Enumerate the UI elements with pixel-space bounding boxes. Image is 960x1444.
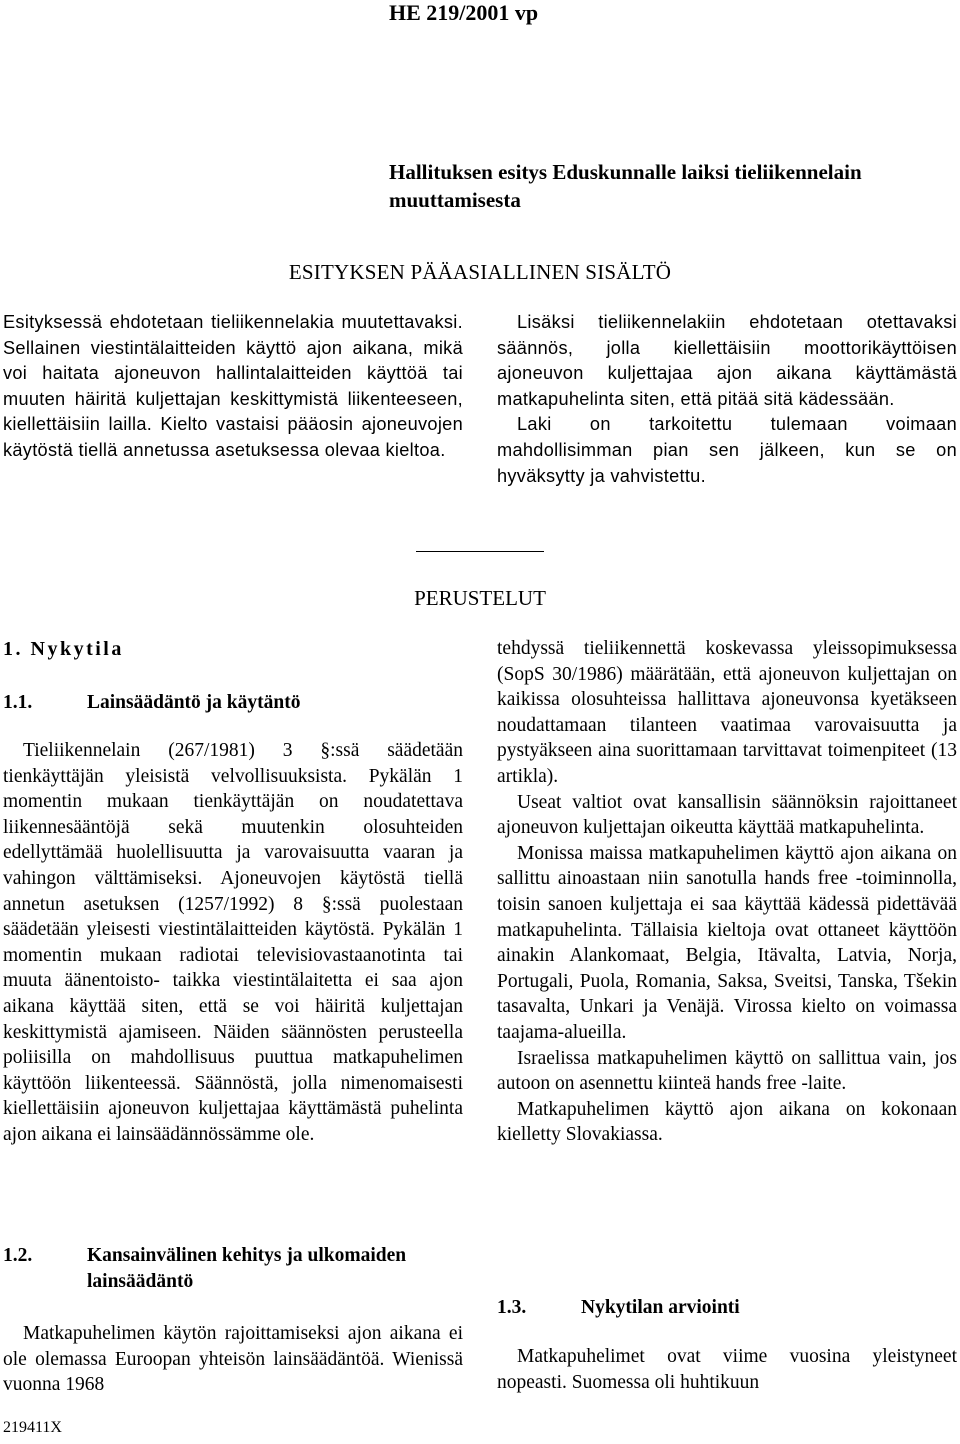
subsection-title: Nykytilan arviointi xyxy=(581,1297,740,1318)
subsection-heading-1-2 xyxy=(3,1243,463,1295)
subsection-number: 1.3. xyxy=(497,1297,527,1318)
subsection-title: Kansainvälinen kehitys ja ulkomaiden lainsäädäntö xyxy=(87,1245,407,1292)
perustelut-heading: PERUSTELUT xyxy=(414,586,546,610)
document-title: Hallituksen esitys Eduskunnalle laiksi tieliikennelain muuttamisesta xyxy=(389,160,862,212)
subsection-1-2-body xyxy=(3,1321,463,1398)
summary-paragraph: Lisäksi tieliikennelakiin ehdotetaan otettavaksi säännös, jolla kiellettäisiin moottorikäyttöisen ajoneuvon kuljettajaa ajon aikana käyttämästä matkapuhelinta siten, että pitää sitä kädessään. xyxy=(497,312,957,409)
subsection-1-3-body xyxy=(497,1344,957,1395)
subsection-heading-1-3 xyxy=(497,1295,957,1321)
body-paragraph: Useat valtiot ovat kansallisin säännöksin rajoittaneet ajoneuvon kuljettajan oikeutta käyttää matkapuhelinta. xyxy=(497,791,957,839)
body-paragraph: Matkapuhelimen käyttö ajon aikana on kokonaan kielletty Slovakiassa. xyxy=(497,1098,957,1146)
subsection-1-1-body xyxy=(3,738,463,1148)
body-paragraph: Monissa maissa matkapuhelimen käyttö ajon aikana on sallittu ainoastaan niin sanotulla hands free -toiminnolla, toisin sanoen kuljettaja ei saa käyttää kädessä pidettävää matkapuhelinta. Tällaisia kieltoja ovat ottaneet käyttöön ainakin Alankomaat, Belgia, Itävalta, Latvia, Norja, Portugali, Puola, Romania, Saksa, Sveitsi, Tanska, Tšekin tasavalta, Unkari ja Venäjä. Virossa kielto on voimassa taajama-alueilla. xyxy=(497,842,957,1043)
subsection-title: Lainsäädäntö ja käytäntö xyxy=(87,692,301,713)
body-paragraph: Israelissa matkapuhelimen käyttö on sallittua vain, jos autoon on asennettu kiinteä hands free -laite. xyxy=(497,1047,957,1095)
subsection-number: 1.2. xyxy=(3,1245,33,1266)
summary-paragraph: Laki on tarkoitettu tulemaan voimaan mahdollisimman pian sen jälkeen, kun se on hyväksytty ja vahvistettu. xyxy=(497,414,957,486)
footer-code: 219411X xyxy=(3,1419,62,1436)
subsection-heading-1-1 xyxy=(3,690,463,716)
section-divider xyxy=(416,551,544,552)
summary-left-column xyxy=(3,310,463,464)
summary-heading: ESITYKSEN PÄÄASIALLINEN SISÄLTÖ xyxy=(288,260,672,284)
subsection-number: 1.1. xyxy=(3,692,33,713)
summary-right-column xyxy=(497,310,957,489)
body-paragraph: Tieliikennelain (267/1981) 3 §:ssä säädetään tienkäyttäjän yleisistä velvollisuuksista. Pykälän 1 momentin mukaan tienkäyttäjän on noudatettava liikennesääntöjä sekä muutenkin olosuhteiden edellyttämää huolellisuutta ja varovaisuutta vaaran ja vahingon välttämiseksi. Ajoneuvojen käytöstä tiellä annetun asetuksen (1257/1992) 8 §:ssä puolestaan säädetään yleisesti viestintälaitteiden käytöstä. Pykälän 1 momentin mukaan radiotai televisiovastaanotinta tai muuta äänentoisto- taikka viestintälaitetta ei saa ajon aikana käyttää siten, että se voi häiritä kuljettajan keskittymistä ajamiseen. Näiden säännösten perusteella poliisilla on mahdollisuus puuttua matkapuhelimen käyttöön liikenteessä. Säännöstä, jolla nimenomaisesti kiellettäisiin ajoneuvon kuljettajaa käyttämästä puhelinta ajon aikana ei lainsäädännössämme ole. xyxy=(3,740,463,1145)
summary-paragraph: Esityksessä ehdotetaan tieliikennelakia muutettavaksi. Sellainen viestintälaitteiden käyttö ajon aikana, mikä voi haitata ajoneuvon hallintalaitteiden käyttöä tai muuten häiritä kuljettajan keskittymistä liikenteeseen, kiellettäisiin lailla. Kielto vastaisi pääosin ajoneuvojen käytöstä tiellä annetussa asetuksessa olevaa kieltoa. xyxy=(3,312,463,460)
body-paragraph: tehdyssä tieliikennettä koskevassa yleissopimuksessa (SopS 30/1986) määrätään, että ajoneuvon kuljettajan on kaikissa olosuhteissa hallittava ajoneuvonsa kyetäkseen noudattamaan tilanteen vaatimaa varovaisuutta ja pystyäkseen aina suorittamaan tarvittavat toimenpiteet (13 artikla). xyxy=(497,638,957,787)
body-paragraph: Matkapuhelimen käytön rajoittamiseksi ajon aikana ei ole olemassa Euroopan yhteisön lainsäädäntöä. Wienissä vuonna 1968 xyxy=(3,1323,463,1396)
section-heading-nykytila: 1. Nykytila xyxy=(3,638,124,660)
body-paragraph: Matkapuhelimet ovat viime vuosina yleistyneet nopeasti. Suomessa oli huhtikuun xyxy=(497,1346,957,1393)
document-id: HE 219/2001 vp xyxy=(389,0,539,25)
right-column-body xyxy=(497,636,957,1148)
